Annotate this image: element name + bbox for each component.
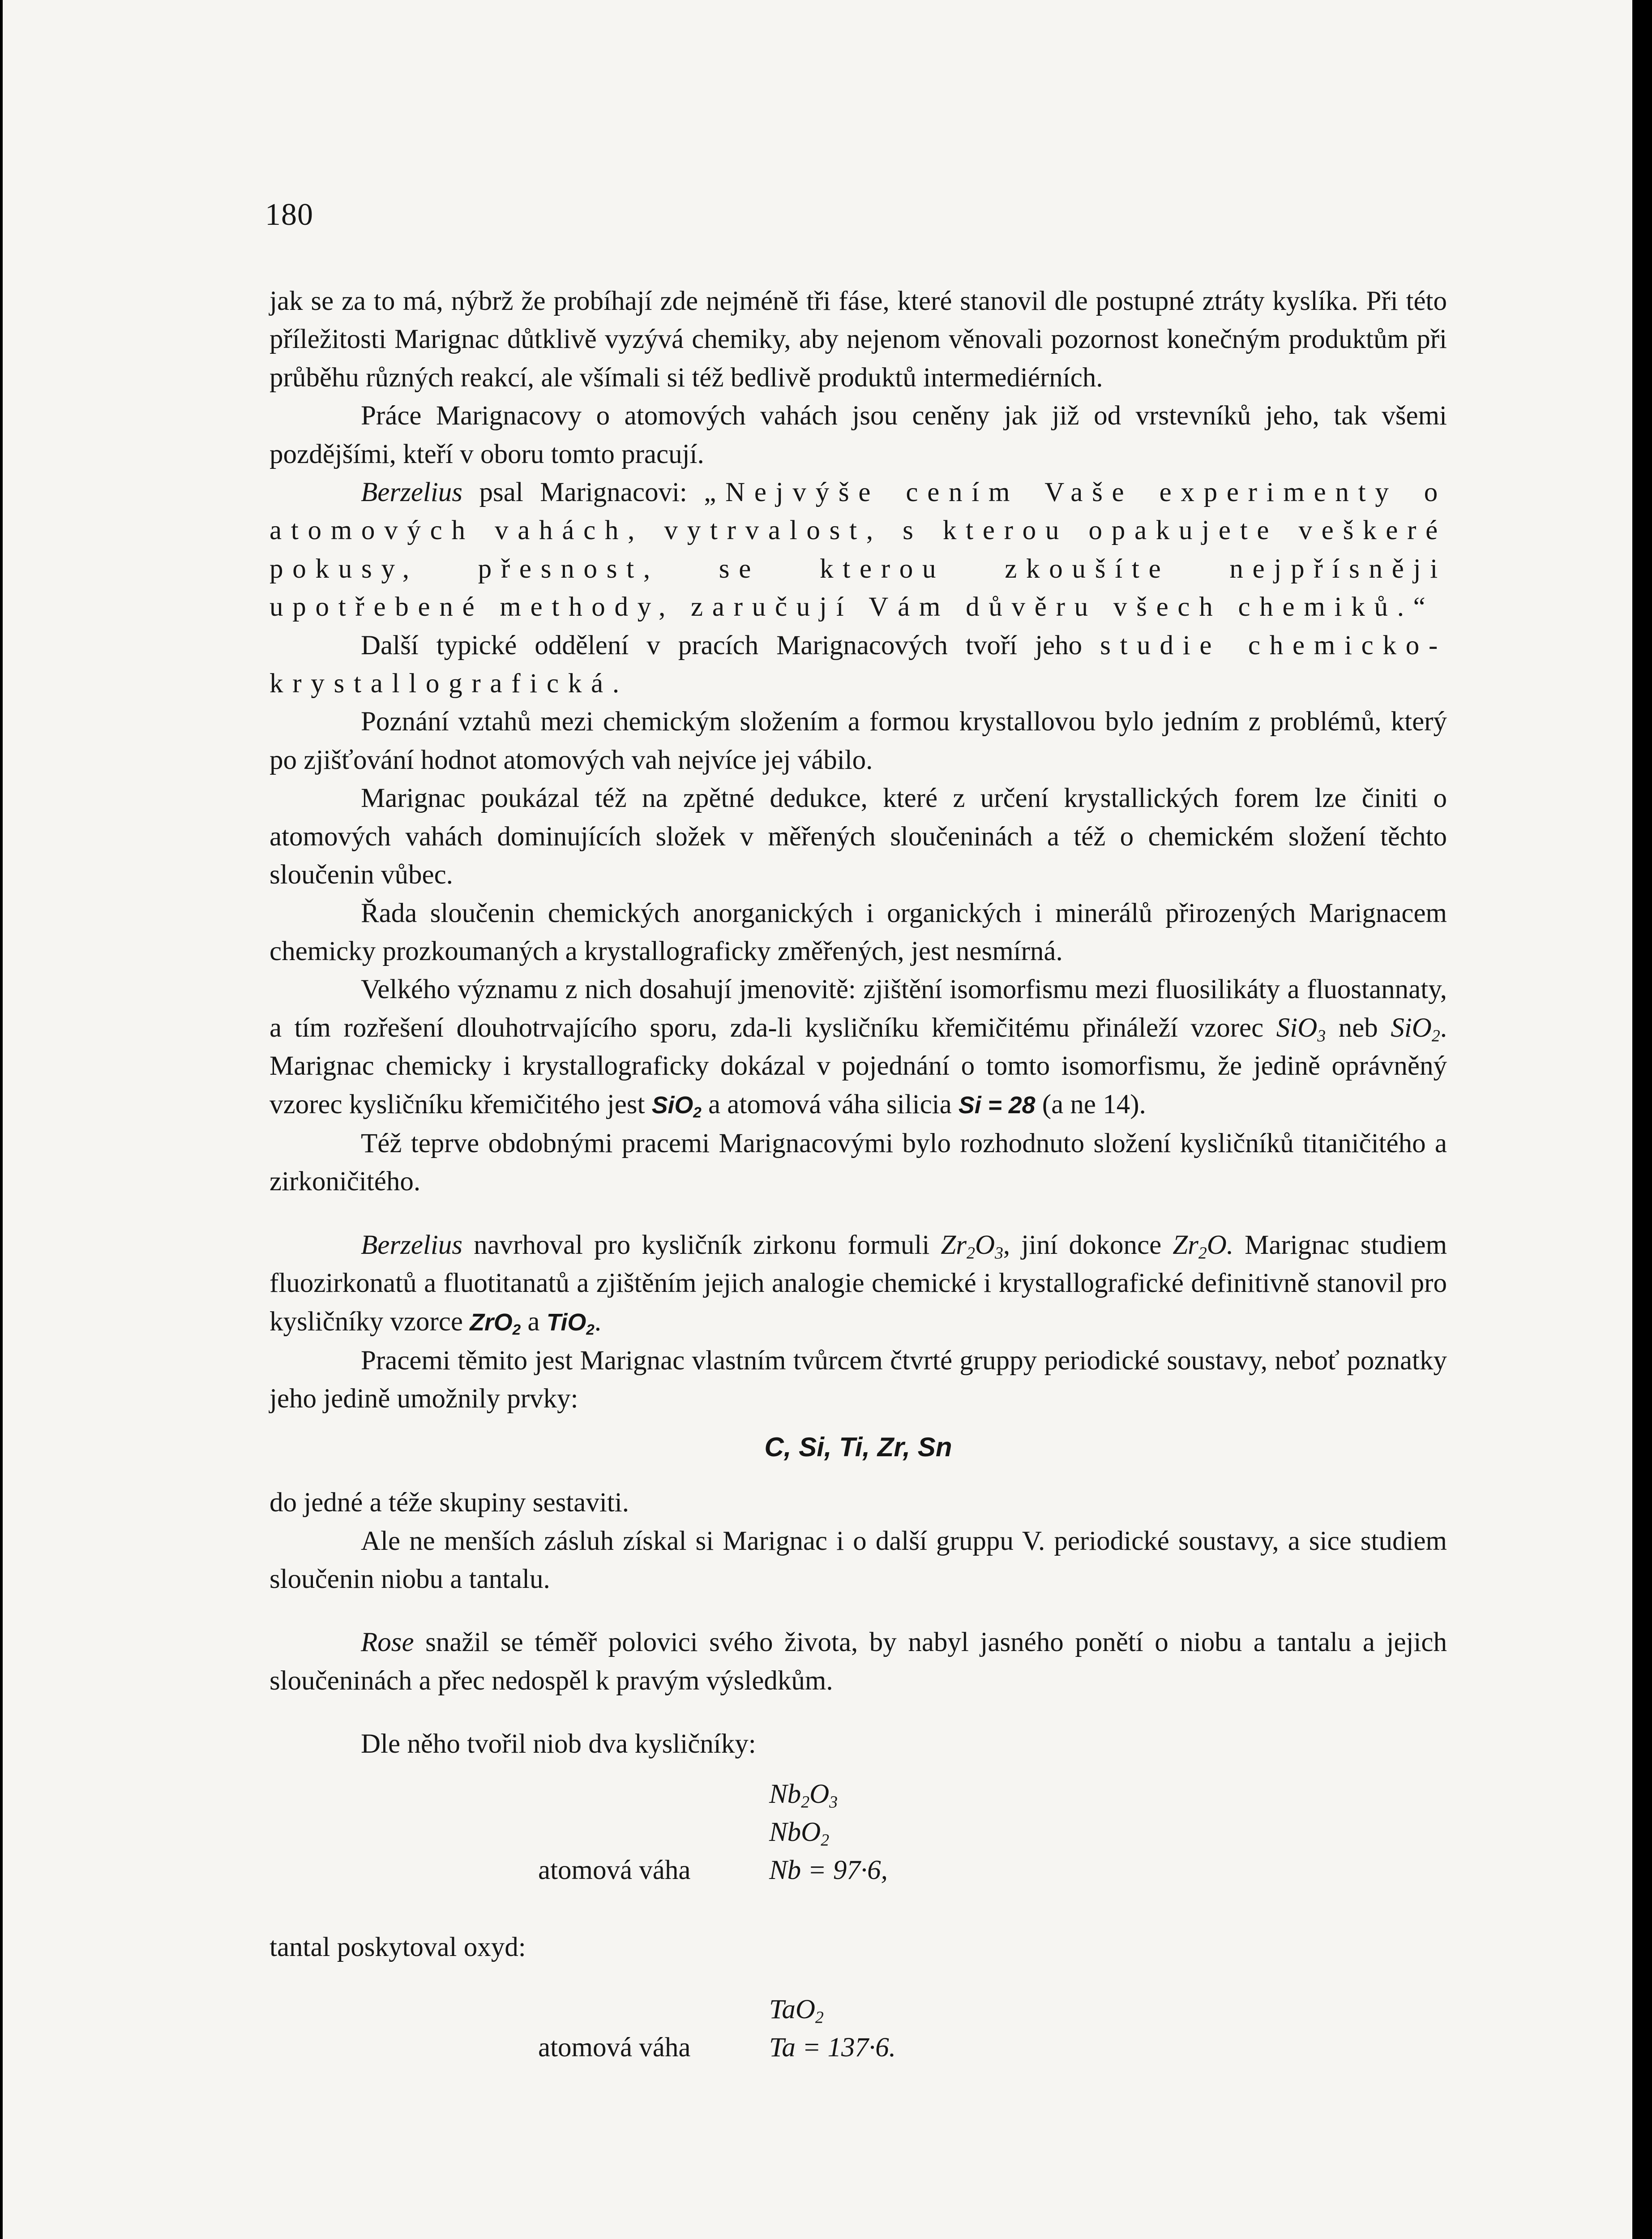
paragraph-6: Marignac poukázal též na zpětné dedukce, které z určení krystallických forem lze činiti o atomových vahách dominujících složek v měřených sloučeninách a též o chemickém složení těchto sloučenin vůbec. xyxy=(270,783,1447,890)
atomic-weight-label-nb: atomová váha xyxy=(538,1855,691,1885)
paragraph-12: do jedné a téže skupiny sestaviti. xyxy=(270,1488,629,1518)
paragraph-11: Pracemi těmito jest Marignac vlastním tvůrcem čtvrté gruppy periodické soustavy, neboť poznatky jeho jedině umožnily prvky: xyxy=(270,1345,1447,1414)
author-name-berzelius-2: Berzelius xyxy=(361,1230,463,1260)
paragraph-7: Řada sloučenin chemických anorganických i organických i minerálů přirozených Marignacem chemicky prozkoumaných a krystallograficky změřených, jest nesmírná. xyxy=(270,898,1447,966)
paragraph-4: Další typické oddělení v pracích Marignacových tvoří jeho studie chemicko-krystallografická. xyxy=(270,630,1447,699)
formula-sio2: SiO$_2$ xyxy=(1391,1012,1440,1046)
formula-tio2: TiO$_2$ xyxy=(546,1308,595,1338)
spaced-term: studie chemicko-krystallografická. xyxy=(270,630,1447,699)
formula-zr2o: $Zr_2O$. xyxy=(1173,1230,1234,1263)
paragraph-5: Poznání vztahů mezi chemickým složením a formou krystallovou bylo jedním z problémů, který po zjišťování hodnot atomových vah nejvíce jej vábilo. xyxy=(270,707,1447,775)
paragraph-3: Berzelius psal Marignacovi: „Nejvýše cením Vaše experimenty o atomových vahách, vytrvalost, s kterou opakujete veškeré pokusy, přesnost, se kterou zkoušíte nejpřísněji upotřebené methody, zaručují Vám důvěru všech chemiků.“ xyxy=(270,477,1447,622)
book-page xyxy=(3,0,1632,2239)
quote-spaced: „Nejvýše cením Vaše experimenty o atomových vahách, vytrvalost, s kterou opakujete veškeré pokusy, přesnost, se kterou zkoušíte nejpřísněji upotřebené methody, zaručují Vám důvěru všech chemiků.“ xyxy=(270,477,1447,622)
atomic-weight-nb: Nb = 97·6, xyxy=(769,1855,888,1885)
formula-nbo2: NbO$_2$ xyxy=(769,1817,830,1850)
paragraph-10: Berzelius navrhoval pro kysličník zirkonu formuli $Zr_2O_3$, jiní dokonce $Zr_2O$. Marignac studiem fluozirkonatů a fluotitanatů a zjištěním jejich analogie chemické i krystallografické definitivně stanovil pro kysličníky vzorce ZrO$_2$ a TiO$_2$. xyxy=(270,1230,1447,1338)
formula-zr2o3: $Zr_2O_3$ xyxy=(941,1230,1003,1263)
atomic-weight-label-ta: atomová váha xyxy=(538,2033,691,2063)
paragraph-2: Práce Marignacovy o atomových vahách jsou ceněny jak již od vrstevníků jeho, tak všemi pozdějšími, kteří v oboru tomto pracují. xyxy=(270,401,1447,469)
formula-zro2: ZrO$_2$ xyxy=(470,1308,521,1338)
formula-sio2-bold: SiO$_2$ xyxy=(651,1091,702,1121)
paragraph-8: Velkého významu z nich dosahují jmenovitě: zjištění isomorfismu mezi fluosilikáty a fluostannaty, a tím rozřešení dlouhotrvajícího sporu, zda-li kysličníku křemičitému přináleží vzorec SiO$_3$ neb SiO$_2$. Marignac chemicky i krystallograficky dokázal v pojednání o tomto isomorfismu, že jedině oprávněný vzorec kysličníku křemičitého jest SiO$_2$ a atomová váha silicia Si = 28 (a ne 14). xyxy=(270,974,1447,1121)
author-name-rose: Rose xyxy=(361,1627,414,1658)
paragraph-9: Též teprve obdobnými pracemi Marignacovými bylo rozhodnuto složení kysličníků titaničitého a zirkoničitého. xyxy=(270,1128,1447,1197)
formula-nb2o3: $Nb_2O_3$ xyxy=(769,1779,838,1812)
paragraph-16: tantal poskytoval oxyd: xyxy=(270,1932,526,1962)
paragraph-14: Rose snažil se téměř polovici svého života, by nabyl jasného ponětí o niobu a tantalu a jejich sloučeninách a přec nedospěl k pravým výsledkům. xyxy=(270,1627,1447,1696)
page-body xyxy=(270,282,1447,2080)
paragraph-15: Dle něho tvořil niob dva kysličníky: xyxy=(361,1729,756,1759)
formula-si-weight: Si = 28 xyxy=(958,1091,1036,1119)
author-name-berzelius: Berzelius xyxy=(361,477,463,508)
element-group-formula: C, Si, Ti, Zr, Sn xyxy=(764,1432,952,1462)
atomic-weight-ta: Ta = 137·6. xyxy=(769,2033,896,2063)
paragraph-1: jak se za to má, nýbrž že probíhají zde nejméně tři fáse, které stanovil dle postupné ztráty kyslíka. Při této příležitosti Marignac důtklivě vyzývá chemiky, aby nejenom věnovali pozornost konečným produktům při průběhu různých reakcí, ale všímali si též bedlivě produktů intermediérních. xyxy=(270,286,1447,393)
paragraph-13: Ale ne menších zásluh získal si Marignac i o další gruppu V. periodické soustavy, a sice studiem sloučenin niobu a tantalu. xyxy=(270,1526,1447,1594)
formula-sio3: SiO$_3$ xyxy=(1276,1012,1326,1046)
page-number: 180 xyxy=(265,197,313,232)
niob-formulas xyxy=(270,1772,1447,1926)
formula-tao2: TaO$_2$ xyxy=(769,1995,824,2027)
tantal-formulas xyxy=(270,1990,1447,2080)
